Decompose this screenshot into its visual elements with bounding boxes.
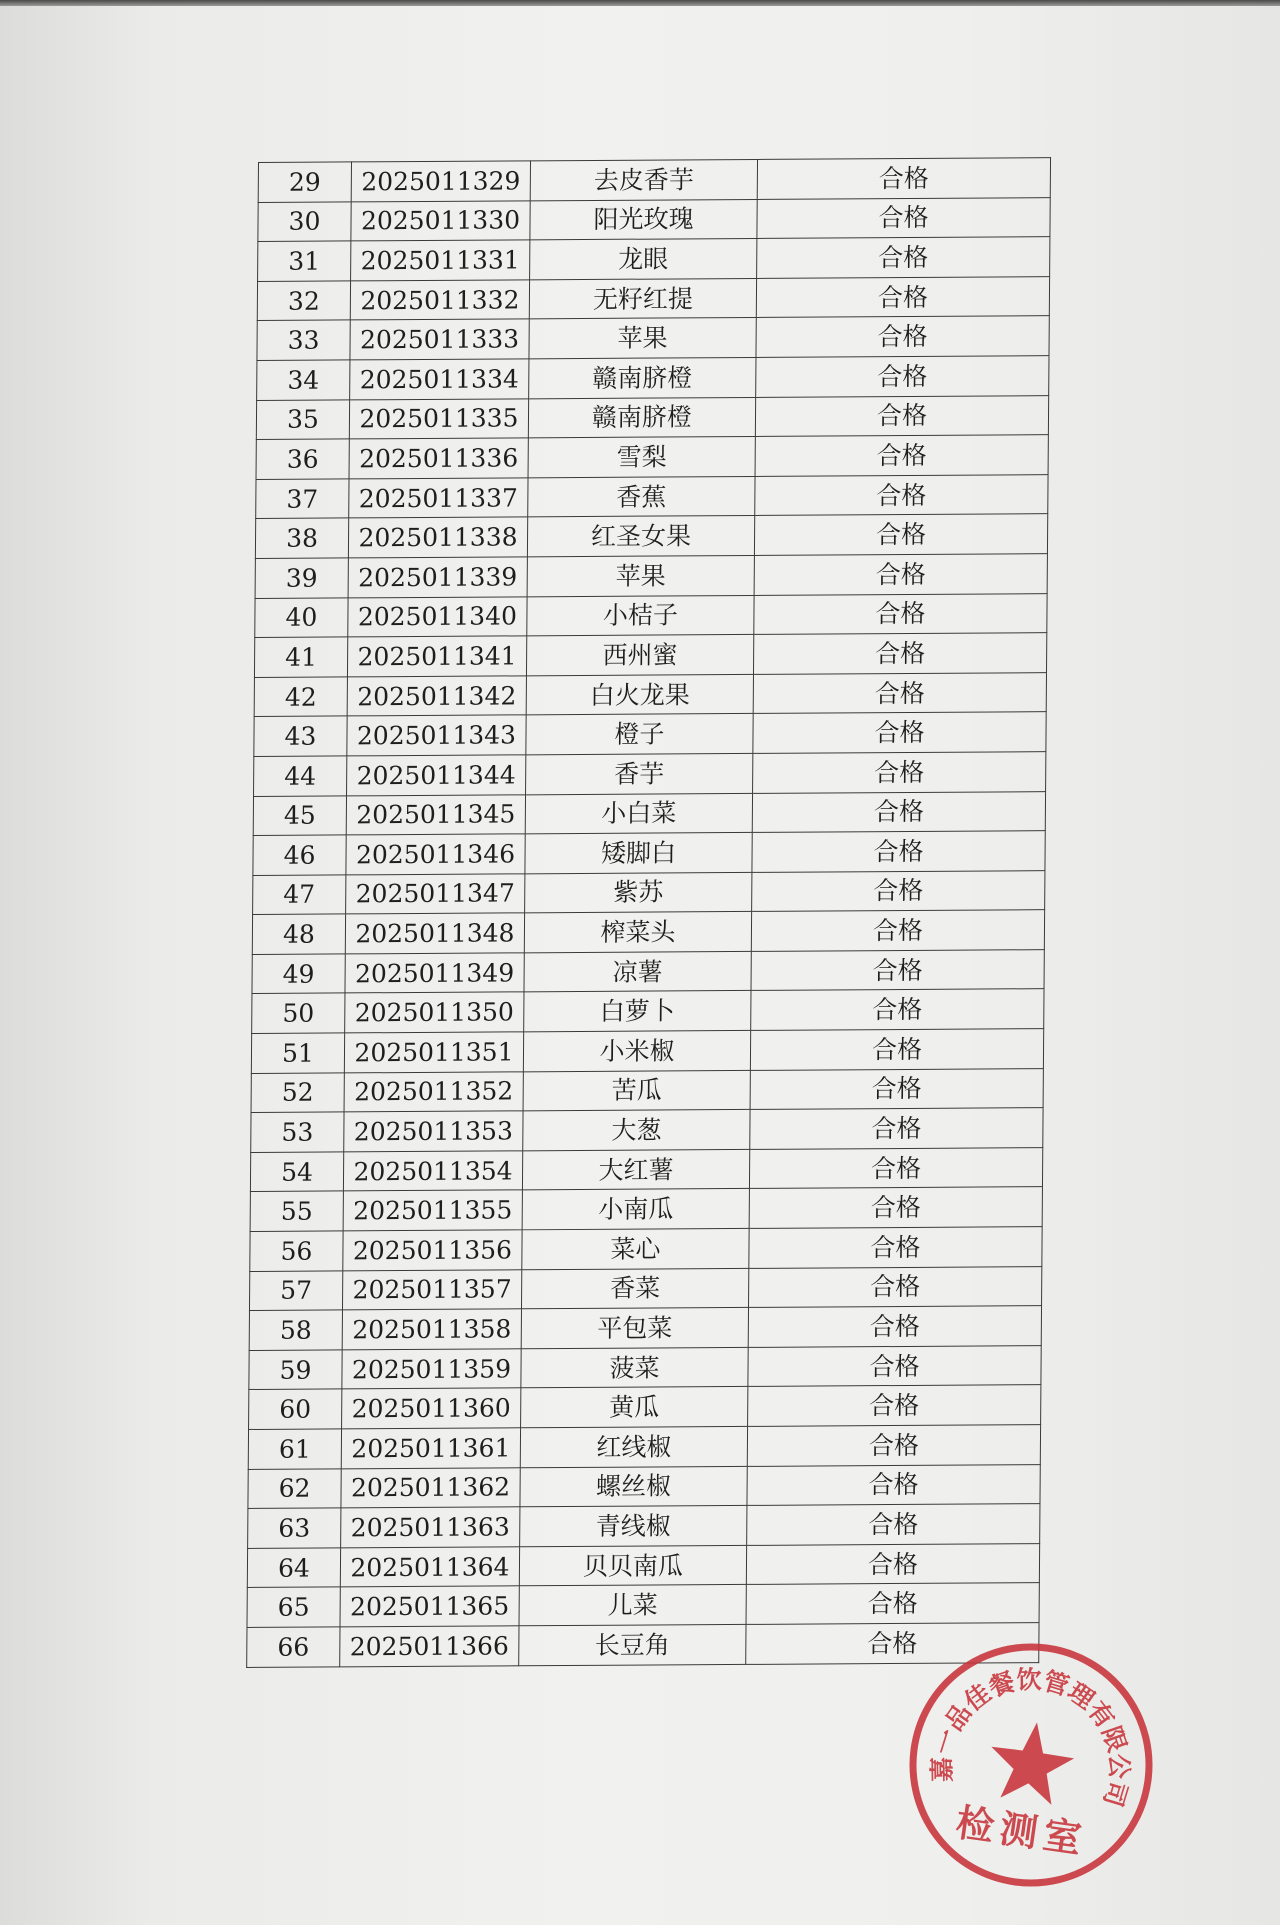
test-result: 合格 [746,1583,1039,1624]
row-number: 43 [254,716,347,756]
sample-code: 2025011343 [347,715,526,756]
product-name: 赣南脐橙 [529,357,756,398]
table-row [252,989,1044,1033]
product-name: 香菜 [521,1268,748,1309]
sample-code: 2025011349 [345,953,524,994]
table-row [256,474,1048,518]
table-row [249,1306,1041,1350]
row-number: 31 [258,241,351,281]
sample-code: 2025011366 [340,1626,519,1667]
row-number: 48 [252,914,345,954]
table-row [249,1345,1041,1389]
table-row [258,158,1050,202]
sample-code: 2025011364 [340,1547,519,1588]
sample-code: 2025011340 [348,596,527,637]
test-result: 合格 [750,1029,1043,1070]
sample-code: 2025011354 [343,1151,522,1192]
row-number: 53 [251,1112,344,1152]
test-result: 合格 [757,237,1050,278]
product-name: 雪梨 [528,437,755,478]
test-result: 合格 [749,1227,1042,1268]
row-number: 58 [249,1310,342,1350]
product-name: 白火龙果 [526,674,753,715]
row-number: 45 [253,795,346,835]
sample-code: 2025011336 [349,438,528,479]
table-row [252,910,1044,954]
table-row [250,1227,1042,1271]
sample-code: 2025011362 [341,1467,520,1508]
inspection-results-table [246,157,1051,1667]
product-name: 橙子 [526,714,753,755]
sample-code: 2025011358 [342,1309,521,1350]
product-name: 阳光玫瑰 [530,199,757,240]
product-name: 黄瓜 [521,1387,748,1428]
table-row [257,316,1049,360]
product-name: 红线椒 [520,1426,747,1467]
test-result: 合格 [749,1187,1042,1228]
test-result: 合格 [747,1425,1040,1466]
product-name: 香芋 [526,753,753,794]
sample-code: 2025011332 [350,280,529,321]
test-result: 合格 [752,791,1045,832]
row-number: 29 [258,162,351,202]
test-result: 合格 [751,910,1044,951]
test-result: 合格 [746,1623,1039,1664]
table-row [251,1068,1043,1112]
row-number: 49 [252,954,345,994]
product-name: 长豆角 [519,1624,746,1665]
sample-code: 2025011342 [347,676,526,717]
table-row [254,752,1046,796]
sample-code: 2025011333 [350,319,529,360]
test-result: 合格 [748,1306,1041,1347]
row-number: 66 [247,1627,340,1667]
table-row [248,1425,1040,1469]
table-row [258,197,1050,241]
product-name: 无籽红提 [529,278,756,319]
test-result: 合格 [755,474,1048,515]
row-number: 57 [249,1271,342,1311]
sample-code: 2025011363 [341,1507,520,1548]
test-result: 合格 [749,1266,1042,1307]
product-name: 菜心 [522,1228,749,1269]
table-row [247,1543,1039,1587]
test-result: 合格 [757,197,1050,238]
table-row [254,672,1046,716]
sample-code: 2025011337 [349,478,528,519]
table-row [255,593,1047,637]
paper-top-edge [0,0,1280,6]
sample-code: 2025011334 [350,359,529,400]
row-number: 30 [258,202,351,242]
table-row [257,356,1049,400]
sample-code: 2025011341 [347,636,526,677]
row-number: 63 [248,1508,341,1548]
test-result: 合格 [753,633,1046,674]
test-result: 合格 [754,593,1047,634]
test-result: 合格 [753,752,1046,793]
product-name: 龙眼 [530,239,757,280]
sample-code: 2025011338 [348,517,527,558]
table-row [257,276,1049,320]
sample-code: 2025011353 [344,1111,523,1152]
product-name: 大葱 [523,1110,750,1151]
row-number: 36 [256,439,349,479]
product-name: 菠菜 [521,1347,748,1388]
row-number: 64 [247,1548,340,1588]
table-row [249,1385,1041,1429]
product-name: 小桔子 [527,595,754,636]
product-name: 矮脚白 [525,833,752,874]
row-number: 46 [253,835,346,875]
sample-code: 2025011335 [349,398,528,439]
row-number: 33 [257,320,350,360]
sample-code: 2025011356 [343,1230,522,1271]
row-number: 41 [254,637,347,677]
test-result: 合格 [750,1108,1043,1149]
sample-code: 2025011359 [342,1349,521,1390]
sample-code: 2025011331 [351,240,530,281]
sample-code: 2025011339 [348,557,527,598]
product-name: 螺丝椒 [520,1466,747,1507]
table-row [256,395,1048,439]
test-result: 合格 [751,950,1044,991]
table-body [247,158,1051,1667]
table-row [251,1029,1043,1073]
test-result: 合格 [748,1345,1041,1386]
product-name: 去皮香芋 [530,159,757,200]
product-name: 儿菜 [519,1585,746,1626]
product-name: 白萝卜 [524,991,751,1032]
product-name: 小白菜 [525,793,752,834]
table-row [249,1266,1041,1310]
row-number: 37 [256,479,349,519]
test-result: 合格 [747,1464,1040,1505]
row-number: 35 [256,399,349,439]
table-row [254,712,1046,756]
row-number: 42 [254,677,347,717]
sample-code: 2025011347 [346,874,525,915]
product-name: 小米椒 [523,1030,750,1071]
table-row [253,831,1045,875]
product-name: 小南瓜 [522,1189,749,1230]
test-result: 合格 [750,1068,1043,1109]
test-result: 合格 [756,356,1049,397]
sample-code: 2025011365 [340,1586,519,1627]
test-result: 合格 [747,1504,1040,1545]
seal-dept-text: 检测室 [953,1800,1091,1863]
table-row [250,1147,1042,1191]
sample-code: 2025011350 [345,992,524,1033]
row-number: 47 [253,875,346,915]
table-row [253,870,1045,914]
sample-code: 2025011344 [347,755,526,796]
test-result: 合格 [753,712,1046,753]
test-result: 合格 [753,672,1046,713]
product-name: 香蕉 [528,476,755,517]
sample-code: 2025011348 [345,913,524,954]
company-seal [890,1624,1172,1906]
test-result: 合格 [748,1385,1041,1426]
sample-code: 2025011346 [346,834,525,875]
table-row [258,237,1050,281]
table-row [248,1464,1040,1508]
row-number: 39 [255,558,348,598]
product-name: 榨菜头 [524,912,751,953]
row-number: 55 [250,1191,343,1231]
test-result: 合格 [749,1147,1042,1188]
table-row [255,554,1047,598]
star-icon [985,1717,1079,1807]
row-number: 62 [248,1468,341,1508]
test-result: 合格 [756,276,1049,317]
row-number: 56 [250,1231,343,1271]
row-number: 50 [252,993,345,1033]
test-result: 合格 [755,395,1048,436]
test-result: 合格 [751,989,1044,1030]
row-number: 61 [248,1429,341,1469]
sample-code: 2025011355 [343,1190,522,1231]
seal-org-text: 嘉一品佳餐饮管理有限公司 [927,1665,1134,1810]
test-result: 合格 [755,435,1048,476]
table-row [251,1108,1043,1152]
product-name: 苹果 [529,318,756,359]
row-number: 54 [250,1152,343,1192]
table-row [256,435,1048,479]
product-name: 西州蜜 [526,635,753,676]
row-number: 60 [249,1389,342,1429]
product-name: 贝贝南瓜 [519,1545,746,1586]
product-name: 红圣女果 [527,516,754,557]
sample-code: 2025011330 [351,200,530,241]
row-number: 51 [251,1033,344,1073]
sample-code: 2025011360 [342,1388,521,1429]
product-name: 凉薯 [524,951,751,992]
test-result: 合格 [752,870,1045,911]
table-row [250,1187,1042,1231]
row-number: 40 [255,597,348,637]
sample-code: 2025011361 [341,1428,520,1469]
test-result: 合格 [757,158,1050,199]
test-result: 合格 [754,514,1047,555]
product-name: 紫苏 [525,872,752,913]
row-number: 65 [247,1587,340,1627]
product-name: 平包菜 [521,1308,748,1349]
table-row [247,1583,1039,1627]
sample-code: 2025011352 [344,1071,523,1112]
results-sheet [246,157,1046,1667]
product-name: 赣南脐橙 [528,397,755,438]
product-name: 苹果 [527,555,754,596]
sample-code: 2025011329 [351,161,530,202]
product-name: 大红薯 [522,1149,749,1190]
row-number: 32 [257,281,350,321]
product-name: 青线椒 [520,1506,747,1547]
test-result: 合格 [752,831,1045,872]
row-number: 38 [255,518,348,558]
test-result: 合格 [756,316,1049,357]
sample-code: 2025011351 [344,1032,523,1073]
table-row [252,950,1044,994]
row-number: 59 [249,1350,342,1390]
row-number: 34 [257,360,350,400]
table-row [253,791,1045,835]
sample-code: 2025011345 [346,794,525,835]
product-name: 苦瓜 [523,1070,750,1111]
table-row [254,633,1046,677]
test-result: 合格 [754,554,1047,595]
row-number: 44 [254,756,347,796]
row-number: 52 [251,1073,344,1113]
test-result: 合格 [746,1543,1039,1584]
table-row [255,514,1047,558]
sample-code: 2025011357 [342,1269,521,1310]
table-row [248,1504,1040,1548]
